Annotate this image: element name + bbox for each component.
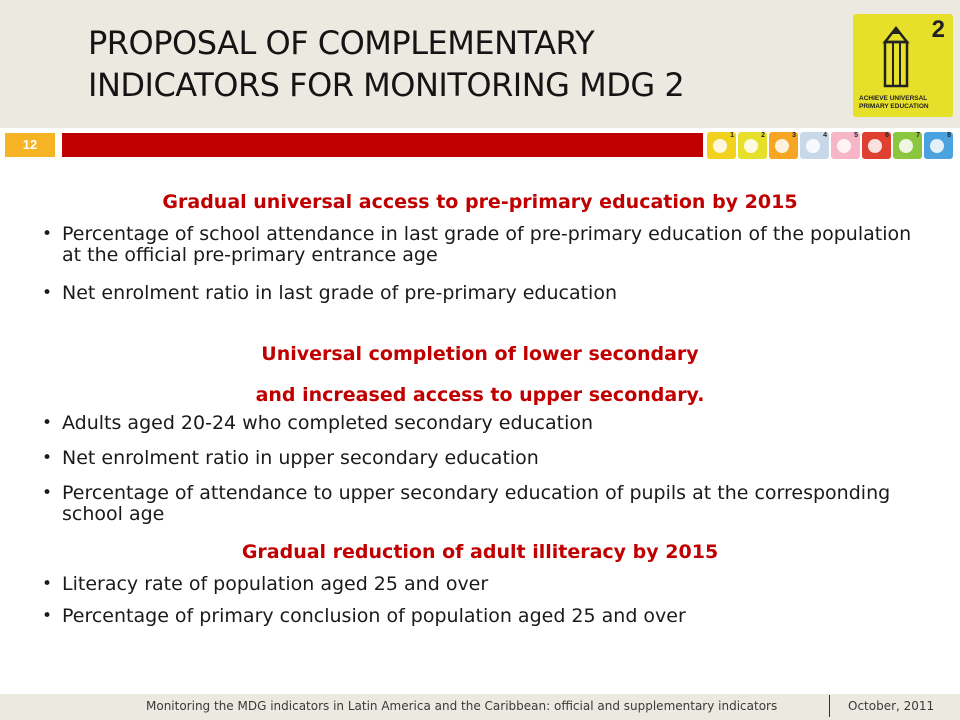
goal-shape-icon xyxy=(744,139,758,153)
bullet-upper-secondary-attendance: • Percentage of attendance to upper secondary education of pupils at the corresponding school age xyxy=(42,483,922,525)
section-heading-illiteracy: Gradual reduction of adult illiteracy by 2015 xyxy=(241,541,719,563)
logo-text-line-1: ACHIEVE UNIVERSAL xyxy=(859,95,928,102)
environment-goal-icon xyxy=(893,132,922,159)
bullet-literacy-rate: • Literacy rate of population aged 25 and over xyxy=(42,574,922,595)
goal-number: 4 xyxy=(823,132,827,139)
bullet-upper-secondary-enrolment: • Net enrolment ratio in upper secondary education xyxy=(42,448,922,469)
goal-number: 3 xyxy=(792,132,796,139)
goal-shape-icon xyxy=(837,139,851,153)
section-heading-secondary-line2: and increased access to upper secondary. xyxy=(255,384,705,406)
goal-icon-strip xyxy=(707,132,953,159)
bullet-preprimary-enrolment: • Net enrolment ratio in last grade of pre-primary education xyxy=(42,283,922,304)
logo-text xyxy=(859,95,929,111)
footer-date: October, 2011 xyxy=(848,699,935,713)
bullet-preprimary-attendance: • Percentage of school attendance in last grade of pre-primary education of the population at the official pre-primary entrance age xyxy=(42,224,922,266)
goal-shape-icon xyxy=(806,139,820,153)
slide-number: 12 xyxy=(5,133,55,157)
footer-caption: Monitoring the MDG indicators in Latin America and the Caribbean: official and supplementary indicators xyxy=(146,699,778,713)
education-goal-icon xyxy=(738,132,767,159)
goal-number: 5 xyxy=(854,132,858,139)
section-heading-preprimary: Gradual universal access to pre-primary education by 2015 xyxy=(162,191,798,213)
goal-number: 8 xyxy=(947,132,951,139)
goal-number: 7 xyxy=(916,132,920,139)
mdg2-logo xyxy=(853,14,953,117)
goal-number: 1 xyxy=(730,132,734,139)
pencil-icon xyxy=(875,26,917,88)
goal-number: 2 xyxy=(761,132,765,139)
footer-divider xyxy=(829,695,830,717)
logo-text-line-2: PRIMARY EDUCATION xyxy=(859,103,929,110)
bullet-primary-conclusion: • Percentage of primary conclusion of population aged 25 and over xyxy=(42,606,922,627)
title-line-1: PROPOSAL OF COMPLEMENTARY xyxy=(88,24,595,62)
goal-shape-icon xyxy=(713,139,727,153)
gender-goal-icon xyxy=(769,132,798,159)
goal-shape-icon xyxy=(775,139,789,153)
partnership-goal-icon xyxy=(924,132,953,159)
slide-title xyxy=(88,22,828,106)
maternal-health-goal-icon xyxy=(831,132,860,159)
section-heading-secondary-line1: Universal completion of lower secondary xyxy=(261,343,699,365)
goal-shape-icon xyxy=(930,139,944,153)
bullet-adults-secondary: • Adults aged 20-24 who completed secondary education xyxy=(42,413,922,434)
goal-number: 6 xyxy=(885,132,889,139)
goal-shape-icon xyxy=(868,139,882,153)
child-health-goal-icon xyxy=(800,132,829,159)
red-divider-bar xyxy=(62,133,703,157)
title-line-2: INDICATORS FOR MONITORING MDG 2 xyxy=(88,66,685,104)
goal-shape-icon xyxy=(899,139,913,153)
disease-goal-icon xyxy=(862,132,891,159)
logo-number: 2 xyxy=(931,16,945,43)
poverty-goal-icon xyxy=(707,132,736,159)
